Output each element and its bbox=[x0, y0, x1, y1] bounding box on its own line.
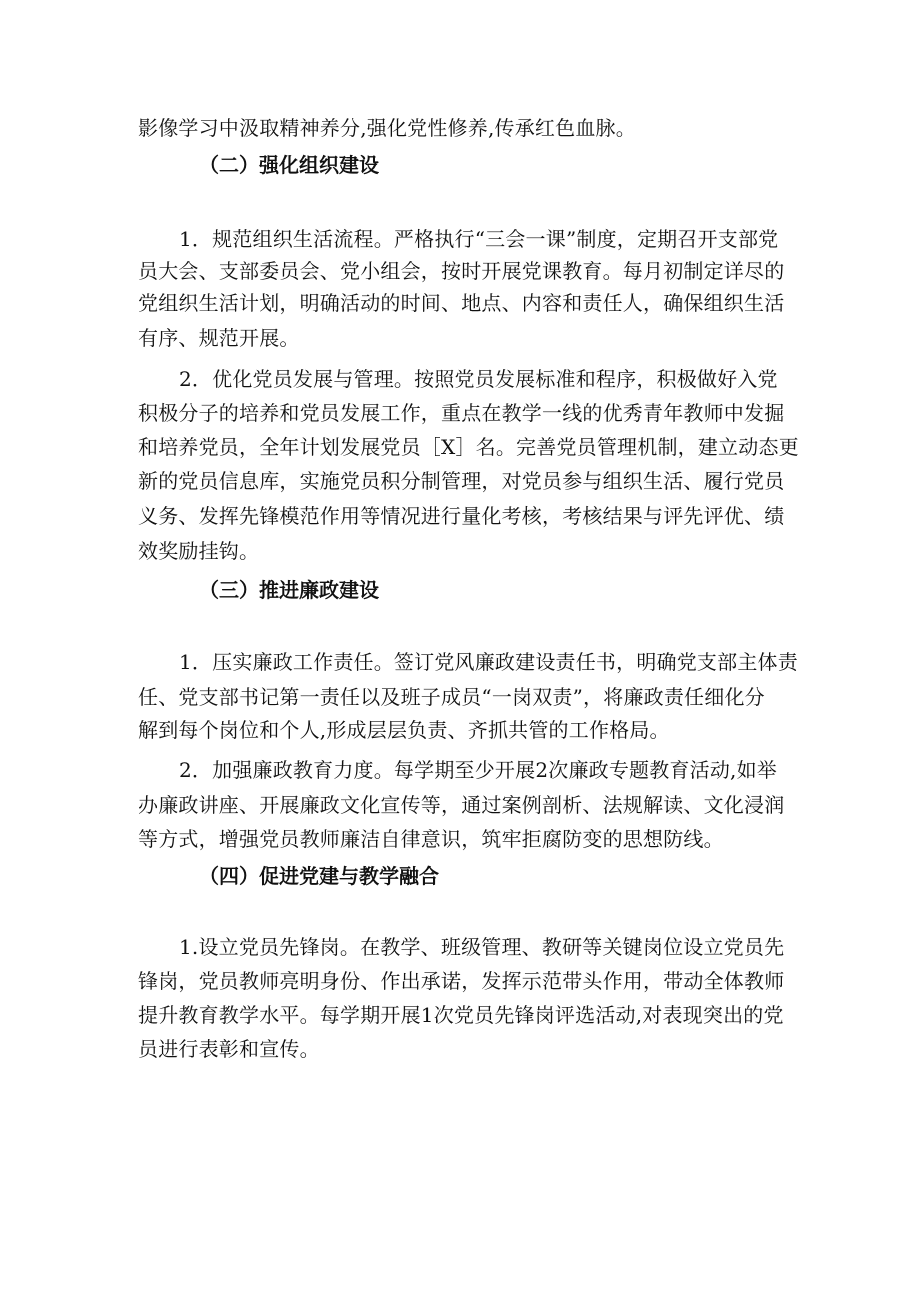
paragraph-line: 2．加强廉政教育力度。每学期至少开展2次廉政专题教育活动,如举 bbox=[179, 758, 778, 782]
paragraph-line: 2．优化党员发展与管理。按照党员发展标准和程序，积极做好入党 bbox=[179, 367, 778, 391]
paragraph-line: 和培养党员，全年计划发展党员［X］名。完善党员管理机制，建立动态更 bbox=[138, 435, 799, 459]
section-heading-2: （二）强化组织建设 bbox=[199, 153, 379, 177]
paragraph-line: 任、党支部书记第一责任以及班子成员“一岗双责”，将廉政责任细化分 bbox=[138, 685, 765, 709]
paragraph-line: 1.设立党员先锋岗。在教学、班级管理、教研等关键岗位设立党员先 bbox=[179, 935, 785, 959]
paragraph-line: 积极分子的培养和党员发展工作，重点在教学一线的优秀青年教师中发掘 bbox=[138, 401, 785, 425]
paragraph-line: 有序、规范开展。 bbox=[138, 326, 300, 350]
paragraph-line: 党组织生活计划，明确活动的时间、地点、内容和责任人，确保组织生活 bbox=[138, 291, 785, 315]
paragraph-line: 员进行表彰和宣传。 bbox=[138, 1037, 320, 1061]
paragraph-line: 新的党员信息库，实施党员积分制管理，对党员参与组织生活、履行党员 bbox=[138, 469, 785, 493]
paragraph-line: 员大会、支部委员会、党小组会，按时开展党课教育。每月初制定详尽的 bbox=[138, 259, 785, 283]
section-heading-3: （三）推进廉政建设 bbox=[199, 578, 379, 602]
paragraph-line: 等方式，增强党员教师廉洁自律意识，筑牢拒腐防变的思想防线。 bbox=[138, 827, 724, 851]
opening-line: 影像学习中汲取精神养分,强化党性修养,传承红色血脉。 bbox=[138, 116, 636, 140]
section-heading-4: （四）促进党建与教学融合 bbox=[199, 864, 439, 888]
paragraph-line: 办廉政讲座、开展廉政文化宣传等，通过案例剖析、法规解读、文化浸润 bbox=[138, 793, 785, 817]
paragraph-line: 提升教育教学水平。每学期开展1次党员先锋岗评选活动,对表现突出的党 bbox=[138, 1003, 784, 1027]
paragraph-line: 解到每个岗位和个人,形成层层负责、齐抓共管的工作格局。 bbox=[138, 718, 670, 742]
paragraph-line: 义务、发挥先锋模范作用等情况进行量化考核，考核结果与评先评优、绩 bbox=[138, 504, 785, 528]
paragraph-line: 1．压实廉政工作责任。签订党风廉政建设责任书，明确党支部主体责 bbox=[179, 650, 798, 674]
paragraph-line: 效奖励挂钩。 bbox=[138, 539, 260, 563]
paragraph-line: 1．规范组织生活流程。严格执行“三会一课”制度，定期召开支部党 bbox=[179, 227, 779, 251]
paragraph-line: 锋岗，党员教师亮明身份、作出承诺，发挥示范带头作用，带动全体教师 bbox=[138, 969, 785, 993]
